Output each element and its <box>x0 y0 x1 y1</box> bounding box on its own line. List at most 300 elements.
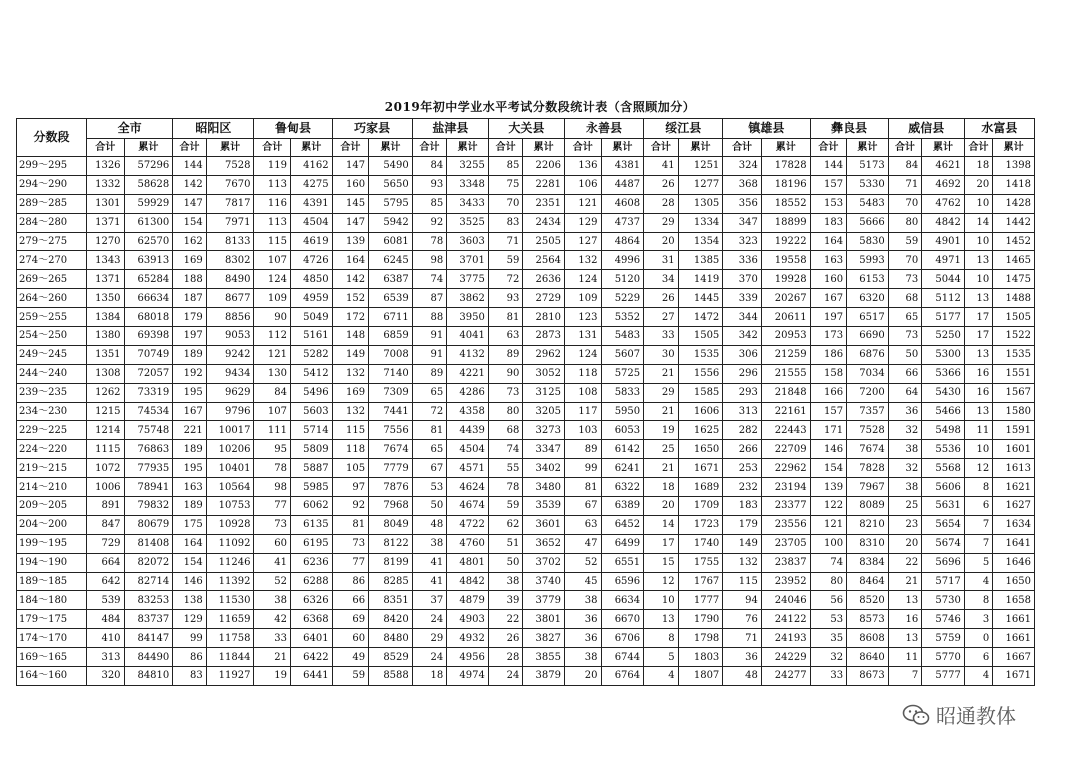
cumulative-cell: 10564 <box>206 478 254 497</box>
subtotal-cell: 160 <box>810 270 847 289</box>
subtotal-cell: 152 <box>332 289 369 308</box>
cumulative-cell: 59929 <box>124 194 173 213</box>
cumulative-cell: 8122 <box>369 534 413 553</box>
subtotal-cell: 370 <box>723 270 762 289</box>
cumulative-cell: 9053 <box>206 327 254 346</box>
subtotal-cell: 189 <box>173 440 206 459</box>
cumulative-cell: 7876 <box>369 478 413 497</box>
subtotal-cell: 107 <box>254 402 291 421</box>
cumulative-cell: 5607 <box>601 345 644 364</box>
cumulative-cell: 62570 <box>124 232 173 251</box>
cumulative-cell: 83737 <box>124 610 173 629</box>
subtotal-cell: 313 <box>87 648 125 667</box>
subtotal-cell: 83 <box>173 667 206 686</box>
cumulative-cell: 7357 <box>847 402 889 421</box>
table-row <box>17 232 1035 251</box>
cumulative-cell: 6764 <box>601 667 644 686</box>
table-row <box>17 534 1035 553</box>
cumulative-cell: 6422 <box>290 648 332 667</box>
cumulative-cell: 24046 <box>761 591 810 610</box>
cumulative-cell: 3480 <box>523 478 565 497</box>
cumulative-cell: 1488 <box>993 289 1035 308</box>
cumulative-cell: 8464 <box>847 572 889 591</box>
subtotal-cell: 154 <box>173 553 206 572</box>
subtotal-cell: 10 <box>964 440 992 459</box>
subheader-cumulative: 累计 <box>678 139 723 157</box>
subtotal-cell: 164 <box>173 534 206 553</box>
subtotal-cell: 10 <box>964 194 992 213</box>
subtotal-cell: 25 <box>644 440 679 459</box>
subtotal-cell: 320 <box>87 667 125 686</box>
cumulative-cell: 23952 <box>761 572 810 591</box>
subtotal-cell: 729 <box>87 534 125 553</box>
subheader-cumulative: 累计 <box>761 139 810 157</box>
table-row <box>17 383 1035 402</box>
subtotal-cell: 1350 <box>87 289 125 308</box>
cumulative-cell: 8640 <box>847 648 889 667</box>
cumulative-cell: 11246 <box>206 553 254 572</box>
subtotal-cell: 81 <box>564 478 601 497</box>
subtotal-cell: 124 <box>564 345 601 364</box>
cumulative-cell: 8310 <box>847 534 889 553</box>
subtotal-cell: 164 <box>332 251 369 270</box>
cumulative-cell: 18899 <box>761 213 810 232</box>
subtotal-cell: 29 <box>644 213 679 232</box>
cumulative-cell: 4391 <box>290 194 332 213</box>
cumulative-cell: 10928 <box>206 515 254 534</box>
cumulative-cell: 3603 <box>447 232 489 251</box>
cumulative-cell: 10206 <box>206 440 254 459</box>
cumulative-cell: 6634 <box>601 591 644 610</box>
cumulative-cell: 4608 <box>601 194 644 213</box>
cumulative-cell: 10753 <box>206 497 254 516</box>
cumulative-cell: 5830 <box>847 232 889 251</box>
cumulative-cell: 3347 <box>523 440 565 459</box>
cumulative-cell: 7967 <box>847 478 889 497</box>
subtotal-cell: 86 <box>332 572 369 591</box>
subtotal-cell: 90 <box>488 364 523 383</box>
cumulative-cell: 6670 <box>601 610 644 629</box>
subtotal-cell: 129 <box>173 610 206 629</box>
table-row <box>17 572 1035 591</box>
cumulative-cell: 1522 <box>993 327 1035 346</box>
subheader-cumulative: 累计 <box>993 139 1035 157</box>
score-segment-cell: 219～215 <box>17 459 87 478</box>
cumulative-cell: 8420 <box>369 610 413 629</box>
cumulative-cell: 84490 <box>124 648 173 667</box>
subtotal-cell: 232 <box>723 478 762 497</box>
cumulative-cell: 1475 <box>993 270 1035 289</box>
subtotal-cell: 160 <box>332 175 369 194</box>
subtotal-cell: 136 <box>564 157 601 176</box>
subtotal-cell: 17 <box>644 534 679 553</box>
cumulative-cell: 11758 <box>206 629 254 648</box>
subtotal-cell: 81 <box>332 515 369 534</box>
cumulative-cell: 5759 <box>922 629 965 648</box>
subtotal-cell: 149 <box>332 345 369 364</box>
subheader-subtotal: 合计 <box>173 139 206 157</box>
subtotal-cell: 50 <box>488 553 523 572</box>
subtotal-cell: 172 <box>332 308 369 327</box>
subtotal-cell: 115 <box>332 421 369 440</box>
subtotal-cell: 132 <box>332 402 369 421</box>
region-header: 水富县 <box>964 119 1034 139</box>
score-segment-cell: 264～260 <box>17 289 87 308</box>
subtotal-cell: 129 <box>564 213 601 232</box>
subtotal-cell: 5 <box>964 553 992 572</box>
table-row <box>17 478 1035 497</box>
subtotal-cell: 75 <box>488 175 523 194</box>
cumulative-cell: 5603 <box>290 402 332 421</box>
subtotal-cell: 86 <box>173 648 206 667</box>
cumulative-cell: 10017 <box>206 421 254 440</box>
cumulative-cell: 5161 <box>290 327 332 346</box>
cumulative-cell: 61300 <box>124 213 173 232</box>
subtotal-cell: 89 <box>488 345 523 364</box>
cumulative-cell: 4932 <box>447 629 489 648</box>
cumulative-cell: 4621 <box>922 157 965 176</box>
cumulative-cell: 4358 <box>447 402 489 421</box>
subtotal-cell: 306 <box>723 345 762 364</box>
cumulative-cell: 18552 <box>761 194 810 213</box>
cumulative-cell: 58628 <box>124 175 173 194</box>
cumulative-cell: 5466 <box>922 402 965 421</box>
subtotal-cell: 13 <box>644 610 679 629</box>
cumulative-cell: 9242 <box>206 345 254 364</box>
cumulative-cell: 6401 <box>290 629 332 648</box>
cumulative-cell: 6499 <box>601 534 644 553</box>
cumulative-cell: 6320 <box>847 289 889 308</box>
cumulative-cell: 3052 <box>523 364 565 383</box>
subtotal-cell: 67 <box>412 459 447 478</box>
cumulative-cell: 1621 <box>993 478 1035 497</box>
cumulative-cell: 7528 <box>847 421 889 440</box>
cumulative-cell: 6236 <box>290 553 332 572</box>
cumulative-cell: 5730 <box>922 591 965 610</box>
cumulative-cell: 1689 <box>678 478 723 497</box>
cumulative-cell: 5300 <box>922 345 965 364</box>
cumulative-cell: 4956 <box>447 648 489 667</box>
score-segment-cell: 254～250 <box>17 327 87 346</box>
subtotal-cell: 33 <box>810 667 847 686</box>
subtotal-cell: 78 <box>412 232 447 251</box>
cumulative-cell: 24122 <box>761 610 810 629</box>
cumulative-cell: 5666 <box>847 213 889 232</box>
subtotal-cell: 34 <box>644 270 679 289</box>
score-segment-cell: 284～280 <box>17 213 87 232</box>
subtotal-cell: 197 <box>173 327 206 346</box>
header-row-regions <box>17 119 1035 139</box>
subheader-subtotal: 合计 <box>254 139 291 157</box>
subtotal-cell: 118 <box>564 364 601 383</box>
region-header: 昭阳区 <box>173 119 254 139</box>
cumulative-cell: 4504 <box>447 440 489 459</box>
subtotal-cell: 91 <box>412 327 447 346</box>
cumulative-cell: 6241 <box>601 459 644 478</box>
subtotal-cell: 71 <box>723 629 762 648</box>
subtotal-cell: 47 <box>564 534 601 553</box>
cumulative-cell: 6551 <box>601 553 644 572</box>
cumulative-cell: 1505 <box>993 308 1035 327</box>
cumulative-cell: 4619 <box>290 232 332 251</box>
cumulative-cell: 11927 <box>206 667 254 686</box>
subheader-cumulative: 累计 <box>847 139 889 157</box>
subtotal-cell: 266 <box>723 440 762 459</box>
cumulative-cell: 3273 <box>523 421 565 440</box>
cumulative-cell: 20953 <box>761 327 810 346</box>
cumulative-cell: 5650 <box>369 175 413 194</box>
subtotal-cell: 189 <box>173 497 206 516</box>
cumulative-cell: 1277 <box>678 175 723 194</box>
cumulative-cell: 19222 <box>761 232 810 251</box>
cumulative-cell: 5770 <box>922 648 965 667</box>
cumulative-cell: 1671 <box>993 667 1035 686</box>
cumulative-cell: 4996 <box>601 251 644 270</box>
subtotal-cell: 88 <box>412 308 447 327</box>
cumulative-cell: 6153 <box>847 270 889 289</box>
subtotal-cell: 1006 <box>87 478 125 497</box>
cumulative-cell: 8588 <box>369 667 413 686</box>
subtotal-cell: 41 <box>254 553 291 572</box>
score-segment-cell: 299～295 <box>17 157 87 176</box>
cumulative-cell: 1641 <box>993 534 1035 553</box>
subtotal-cell: 18 <box>644 478 679 497</box>
subtotal-cell: 94 <box>723 591 762 610</box>
cumulative-cell: 7528 <box>206 157 254 176</box>
cumulative-cell: 5833 <box>601 383 644 402</box>
cumulative-cell: 3402 <box>523 459 565 478</box>
subtotal-cell: 59 <box>488 497 523 516</box>
subtotal-cell: 26 <box>488 629 523 648</box>
subtotal-cell: 91 <box>412 345 447 364</box>
score-segment-cell: 214～210 <box>17 478 87 497</box>
cumulative-cell: 1627 <box>993 497 1035 516</box>
cumulative-cell: 4842 <box>447 572 489 591</box>
table-row <box>17 175 1035 194</box>
subtotal-cell: 8 <box>964 478 992 497</box>
subheader-cumulative: 累计 <box>206 139 254 157</box>
subtotal-cell: 20 <box>964 175 992 194</box>
cumulative-cell: 4864 <box>601 232 644 251</box>
subtotal-cell: 4 <box>644 667 679 686</box>
subtotal-cell: 1332 <box>87 175 125 194</box>
cumulative-cell: 1452 <box>993 232 1035 251</box>
cumulative-cell: 4850 <box>290 270 332 289</box>
cumulative-cell: 3702 <box>523 553 565 572</box>
subtotal-cell: 72 <box>488 270 523 289</box>
cumulative-cell: 23556 <box>761 515 810 534</box>
table-row <box>17 515 1035 534</box>
cumulative-cell: 3125 <box>523 383 565 402</box>
cumulative-cell: 3775 <box>447 270 489 289</box>
subtotal-cell: 282 <box>723 421 762 440</box>
subtotal-cell: 12 <box>964 459 992 478</box>
cumulative-cell: 63913 <box>124 251 173 270</box>
subtotal-cell: 1371 <box>87 213 125 232</box>
subtotal-cell: 21 <box>644 402 679 421</box>
cumulative-cell: 69398 <box>124 327 173 346</box>
cumulative-cell: 4439 <box>447 421 489 440</box>
cumulative-cell: 1650 <box>993 572 1035 591</box>
cumulative-cell: 1251 <box>678 157 723 176</box>
subtotal-cell: 109 <box>564 289 601 308</box>
region-header: 镇雄县 <box>723 119 810 139</box>
subtotal-cell: 5 <box>644 648 679 667</box>
subtotal-cell: 4 <box>964 667 992 686</box>
subtotal-cell: 195 <box>173 383 206 402</box>
watermark <box>902 700 1016 729</box>
subtotal-cell: 109 <box>254 289 291 308</box>
cumulative-cell: 8351 <box>369 591 413 610</box>
table-row <box>17 345 1035 364</box>
subtotal-cell: 347 <box>723 213 762 232</box>
cumulative-cell: 4879 <box>447 591 489 610</box>
subtotal-cell: 18 <box>412 667 447 686</box>
cumulative-cell: 1740 <box>678 534 723 553</box>
subheader-subtotal: 合计 <box>564 139 601 157</box>
cumulative-cell: 5049 <box>290 308 332 327</box>
subtotal-cell: 38 <box>564 591 601 610</box>
cumulative-cell: 5173 <box>847 157 889 176</box>
subtotal-cell: 1343 <box>87 251 125 270</box>
subtotal-cell: 121 <box>810 515 847 534</box>
score-segment-cell: 184～180 <box>17 591 87 610</box>
subtotal-cell: 149 <box>723 534 762 553</box>
subtotal-cell: 3 <box>964 610 992 629</box>
cumulative-cell: 8199 <box>369 553 413 572</box>
subtotal-cell: 111 <box>254 421 291 440</box>
subtotal-cell: 293 <box>723 383 762 402</box>
subtotal-cell: 78 <box>254 459 291 478</box>
cumulative-cell: 7674 <box>369 440 413 459</box>
subheader-subtotal: 合计 <box>412 139 447 157</box>
subtotal-cell: 36 <box>723 648 762 667</box>
cumulative-cell: 5498 <box>922 421 965 440</box>
subheader-subtotal: 合计 <box>723 139 762 157</box>
subtotal-cell: 147 <box>332 157 369 176</box>
table-row <box>17 251 1035 270</box>
subtotal-cell: 74 <box>810 553 847 572</box>
subtotal-cell: 76 <box>723 610 762 629</box>
subtotal-cell: 52 <box>254 572 291 591</box>
subtotal-cell: 20 <box>644 497 679 516</box>
cumulative-cell: 17828 <box>761 157 810 176</box>
subtotal-cell: 108 <box>564 383 601 402</box>
cumulative-cell: 66634 <box>124 289 173 308</box>
subtotal-cell: 7 <box>964 515 992 534</box>
cumulative-cell: 1798 <box>678 629 723 648</box>
cumulative-cell: 8480 <box>369 629 413 648</box>
cumulative-cell: 5993 <box>847 251 889 270</box>
cumulative-cell: 6053 <box>601 421 644 440</box>
cumulative-cell: 2636 <box>523 270 565 289</box>
subtotal-cell: 41 <box>644 157 679 176</box>
subtotal-cell: 13 <box>888 591 921 610</box>
subtotal-cell: 24 <box>488 667 523 686</box>
subtotal-cell: 36 <box>564 610 601 629</box>
subtotal-cell: 147 <box>332 213 369 232</box>
subtotal-cell: 142 <box>173 175 206 194</box>
subtotal-cell: 93 <box>488 289 523 308</box>
cumulative-cell: 5985 <box>290 478 332 497</box>
subtotal-cell: 1384 <box>87 308 125 327</box>
cumulative-cell: 5725 <box>601 364 644 383</box>
subtotal-cell: 59 <box>888 232 921 251</box>
subtotal-cell: 35 <box>810 629 847 648</box>
cumulative-cell: 7556 <box>369 421 413 440</box>
subtotal-cell: 145 <box>332 194 369 213</box>
cumulative-cell: 1658 <box>993 591 1035 610</box>
cumulative-cell: 6245 <box>369 251 413 270</box>
cumulative-cell: 2434 <box>523 213 565 232</box>
table-row <box>17 497 1035 516</box>
cumulative-cell: 9629 <box>206 383 254 402</box>
subtotal-cell: 18 <box>964 157 992 176</box>
subtotal-cell: 68 <box>888 289 921 308</box>
cumulative-cell: 1613 <box>993 459 1035 478</box>
subtotal-cell: 77 <box>254 497 291 516</box>
cumulative-cell: 7779 <box>369 459 413 478</box>
cumulative-cell: 5352 <box>601 308 644 327</box>
cumulative-cell: 6288 <box>290 572 332 591</box>
subtotal-cell: 171 <box>810 421 847 440</box>
subtotal-cell: 85 <box>488 157 523 176</box>
region-header: 绥江县 <box>644 119 723 139</box>
score-segment-cell: 174～170 <box>17 629 87 648</box>
subtotal-cell: 74 <box>488 440 523 459</box>
subtotal-cell: 1380 <box>87 327 125 346</box>
subtotal-cell: 89 <box>564 440 601 459</box>
subtotal-cell: 100 <box>810 534 847 553</box>
cumulative-cell: 5366 <box>922 364 965 383</box>
subtotal-cell: 115 <box>723 572 762 591</box>
subtotal-cell: 99 <box>564 459 601 478</box>
cumulative-cell: 7670 <box>206 175 254 194</box>
cumulative-cell: 8384 <box>847 553 889 572</box>
cumulative-cell: 23705 <box>761 534 810 553</box>
subtotal-cell: 14 <box>644 515 679 534</box>
cumulative-cell: 5250 <box>922 327 965 346</box>
region-header: 威信县 <box>888 119 964 139</box>
cumulative-cell: 1334 <box>678 213 723 232</box>
subtotal-cell: 146 <box>810 440 847 459</box>
region-header: 鲁甸县 <box>254 119 332 139</box>
watermark-text: 昭通教体 <box>936 704 1016 728</box>
cumulative-cell: 76863 <box>124 440 173 459</box>
cumulative-cell: 2729 <box>523 289 565 308</box>
region-header: 巧家县 <box>332 119 412 139</box>
subtotal-cell: 142 <box>332 270 369 289</box>
cumulative-cell: 4275 <box>290 175 332 194</box>
score-segment-cell: 279～275 <box>17 232 87 251</box>
subheader-subtotal: 合计 <box>87 139 125 157</box>
subtotal-cell: 71 <box>488 232 523 251</box>
cumulative-cell: 6876 <box>847 345 889 364</box>
subtotal-cell: 31 <box>644 251 679 270</box>
cumulative-cell: 5496 <box>290 383 332 402</box>
subtotal-cell: 139 <box>332 232 369 251</box>
cumulative-cell: 24277 <box>761 667 810 686</box>
subtotal-cell: 38 <box>564 648 601 667</box>
cumulative-cell: 3701 <box>447 251 489 270</box>
cumulative-cell: 19928 <box>761 270 810 289</box>
cumulative-cell: 8302 <box>206 251 254 270</box>
cumulative-cell: 23377 <box>761 497 810 516</box>
cumulative-cell: 1606 <box>678 402 723 421</box>
cumulative-cell: 79832 <box>124 497 173 516</box>
cumulative-cell: 1646 <box>993 553 1035 572</box>
cumulative-cell: 4041 <box>447 327 489 346</box>
